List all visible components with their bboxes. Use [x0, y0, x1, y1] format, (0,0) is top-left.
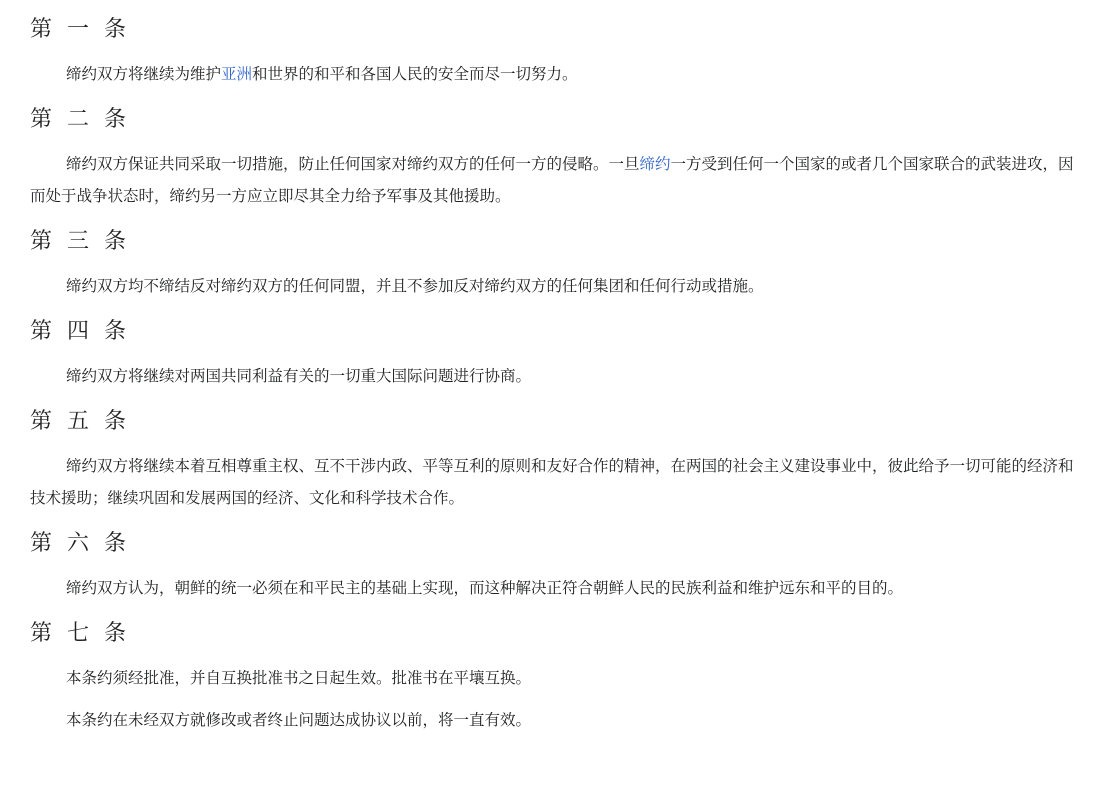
article-paragraph: [30, 148, 1080, 212]
article-paragraph: [30, 58, 1080, 90]
article-heading: 第 六 条: [30, 531, 130, 556]
article-paragraph: 本条约须经批准，并自互换批准书之日起生效。批准书在平壤互换。: [66, 669, 532, 687]
paragraph-text: 和世界的和平和各国人民的安全而尽一切努力。: [252, 65, 578, 83]
article-heading: 第 二 条: [30, 107, 130, 132]
article-paragraph: 本条约在未经双方就修改或者终止问题达成协议以前，将一直有效。: [66, 711, 532, 729]
article-2: [30, 104, 1108, 212]
article-paragraph: 缔约双方认为，朝鲜的统一必须在和平民主的基础上实现，而这种解决正符合朝鲜人民的民族利益和维护远东和平的目的。: [66, 579, 904, 597]
article-heading: 第 一 条: [30, 17, 130, 42]
article-heading: 第 七 条: [30, 621, 130, 646]
paragraph-text: 缔约双方将继续为维护: [66, 65, 222, 83]
paragraph-text: 缔约双方保证共同采取一切措施，防止任何国家对缔约双方的任何一方的侵略。一旦: [66, 155, 640, 173]
article-paragraph: 缔约双方均不缔结反对缔约双方的任何同盟，并且不参加反对缔约双方的任何集团和任何行动或措施。: [66, 277, 764, 295]
article-7: [30, 618, 1108, 736]
article-6: [30, 528, 1108, 604]
article-heading: 第 五 条: [30, 409, 130, 434]
article-1: [30, 14, 1108, 90]
article-paragraph: 缔约双方将继续对两国共同利益有关的一切重大国际问题进行协商。: [66, 367, 532, 385]
link-treaty[interactable]: 缔约: [639, 155, 671, 173]
article-heading: 第 三 条: [30, 229, 130, 254]
article-paragraph: 缔约双方将继续本着互相尊重主权、互不干涉内政、平等互利的原则和友好合作的精神，在两国的社会主义建设事业中，彼此给予一切可能的经济和技术援助；继续巩固和发展两国的经济、文化和科学技术合作。: [30, 457, 1074, 507]
article-3: [30, 226, 1108, 302]
paragraph-text: 一方受到任何一个国家的或者几个国家联合的武装进攻，因而处于战争状态时，缔约另一方应立即尽其全力给予军事及其他援助。: [30, 155, 1074, 205]
article-4: [30, 316, 1108, 392]
link-asia[interactable]: 亚洲: [221, 65, 253, 83]
article-5: [30, 406, 1108, 514]
article-heading: 第 四 条: [30, 319, 130, 344]
